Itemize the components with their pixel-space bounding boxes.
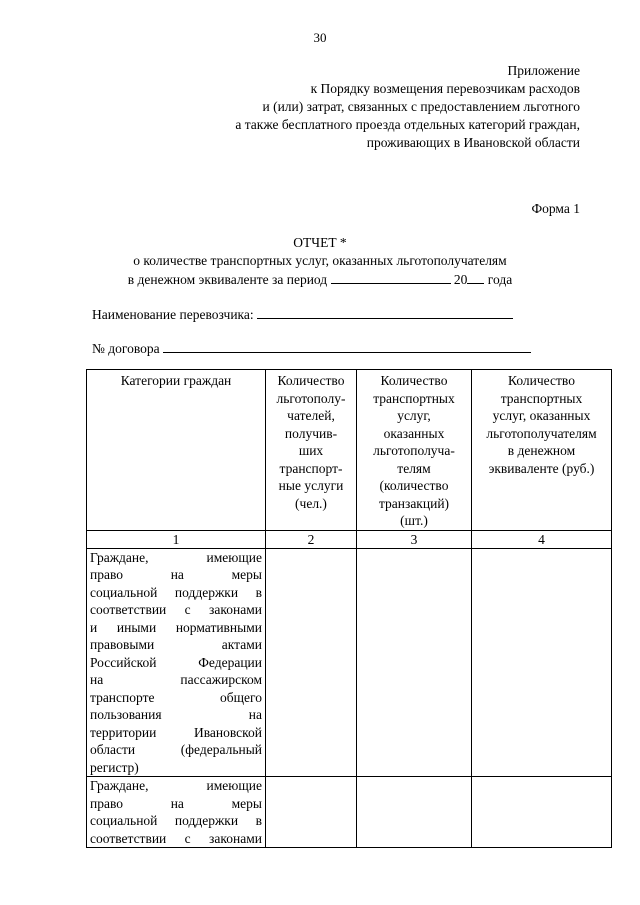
monetary-equivalent-cell[interactable] xyxy=(472,548,612,777)
appendix-line: проживающих в Ивановской области xyxy=(366,135,580,150)
contract-blank[interactable] xyxy=(163,339,531,353)
services-count-cell[interactable] xyxy=(357,777,472,848)
appendix-header xyxy=(235,62,580,152)
table-header-row xyxy=(87,370,612,531)
category-cell: Граждане, имеющие право на меры социальной поддержки в соответствии с законами и иными нормативными правовыми актами Российской Федерации на пассажирском транспорте общего пользования на территории Ивановской области (федеральный регистр) xyxy=(87,548,266,777)
report-table xyxy=(86,369,612,848)
monetary-equivalent-cell[interactable] xyxy=(472,777,612,848)
year-blank[interactable] xyxy=(467,270,484,284)
report-title-block xyxy=(0,234,640,289)
appendix-line: к Порядку возмещения перевозчикам расходов xyxy=(310,81,580,96)
report-subtitle-line2 xyxy=(0,270,640,289)
contract-field xyxy=(92,339,531,357)
year-suffix: года xyxy=(487,272,513,287)
category-cell: Граждане, имеющие право на меры социальной поддержки в соответствии с законами xyxy=(87,777,266,848)
period-blank[interactable] xyxy=(331,270,451,284)
appendix-line: Приложение xyxy=(507,63,580,78)
recipients-count-cell[interactable] xyxy=(266,548,357,777)
period-label: в денежном эквиваленте за период xyxy=(127,272,328,287)
year-prefix: 20 xyxy=(453,272,468,287)
page-number: 30 xyxy=(313,30,327,45)
carrier-field xyxy=(92,305,513,323)
services-count-cell[interactable] xyxy=(357,548,472,777)
column-number-row xyxy=(87,530,612,548)
column-number: 1 xyxy=(87,530,266,548)
header-categories: Категории граждан xyxy=(87,370,266,531)
table-row xyxy=(87,548,612,777)
header-monetary-equivalent: Количество транспортных услуг, оказанных льготополучателям в денежном эквиваленте (руб.) xyxy=(472,370,612,531)
header-services-count: Количество транспортных услуг, оказанных льготополуча- телям (количество транзакций) (шт.) xyxy=(357,370,472,531)
form-label: Форма 1 xyxy=(531,201,580,216)
report-title: ОТЧЕТ * xyxy=(293,235,347,250)
column-number: 2 xyxy=(266,530,357,548)
carrier-label: Наименование перевозчика: xyxy=(92,307,254,322)
column-number: 3 xyxy=(357,530,472,548)
carrier-blank[interactable] xyxy=(257,305,513,319)
column-number: 4 xyxy=(472,530,612,548)
contract-label: № договора xyxy=(92,341,160,356)
header-recipients-count: Количество льготополу- чателей, получив- ших транспорт- ные услуги (чел.) xyxy=(266,370,357,531)
appendix-line: и (или) затрат, связанных с предоставлением льготного xyxy=(262,99,580,114)
table-row xyxy=(87,777,612,848)
report-subtitle-line1: о количестве транспортных услуг, оказанных льготополучателям xyxy=(133,253,507,268)
recipients-count-cell[interactable] xyxy=(266,777,357,848)
appendix-line: а также бесплатного проезда отдельных категорий граждан, xyxy=(235,117,580,132)
